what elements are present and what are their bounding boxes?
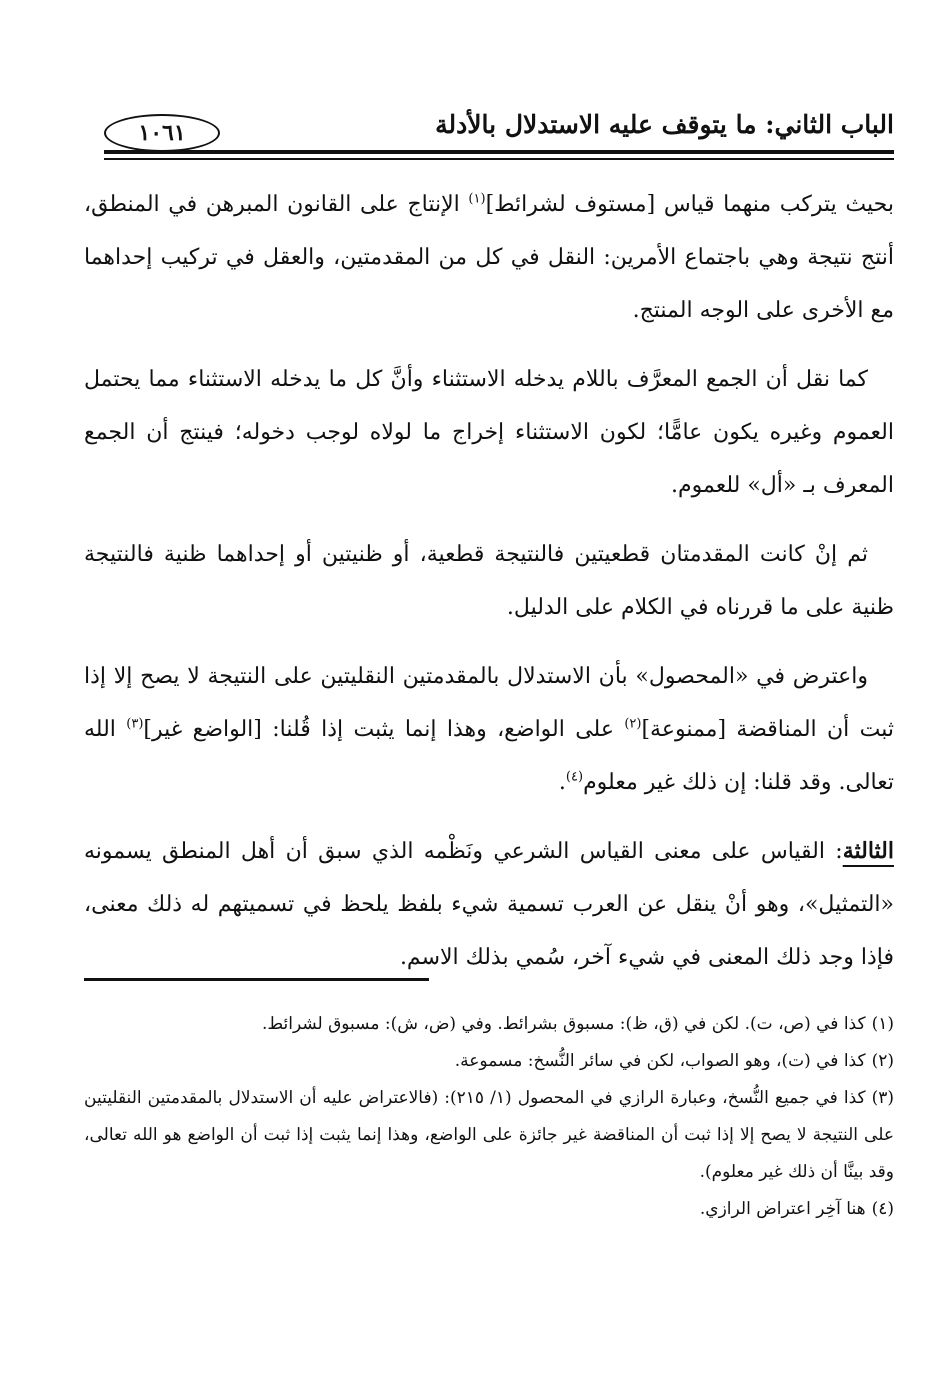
footnote-ref-1: (١) xyxy=(468,191,486,207)
paragraph-4-part-d: . xyxy=(558,770,566,795)
page-number: ١٠٦١ xyxy=(138,120,186,146)
footnote-separator xyxy=(84,978,429,981)
footnotes xyxy=(84,1006,894,1228)
footnote-number: (١) xyxy=(871,1014,894,1034)
footnote-number: (٢) xyxy=(871,1051,894,1071)
paragraph-4-part-b: على الواضع، وهذا إنما يثبت إذا قُلنا: [الواضع غير] xyxy=(143,717,625,742)
footnote-text: كذا في (ت)، وهو الصواب، لكن في سائر النُّسخ: مسموعة. xyxy=(454,1051,866,1071)
main-text xyxy=(84,178,894,1000)
footnote-ref-4: (٤) xyxy=(565,769,584,785)
footnote-4 xyxy=(84,1191,894,1228)
footnote-number: (٤) xyxy=(871,1199,894,1219)
footnote-text: هنا آخِر اعتراض الرازي. xyxy=(699,1199,866,1219)
paragraph-4-part-a: واعترض في «المحصول» بأن الاستدلال بالمقدمتين النقليتين على النتيجة لا يصح إلا إذا ثبت أن المناقضة [ممنوعة] xyxy=(84,664,894,742)
paragraph-1 xyxy=(84,178,894,337)
paragraph-4 xyxy=(84,650,894,809)
paragraph-1-part-a: بحيث يتركب منهما قياس [مستوف لشرائط] xyxy=(485,192,894,217)
section-term: الثالثة xyxy=(842,838,894,864)
footnote-ref-3: (٣) xyxy=(126,716,144,732)
footnote-3 xyxy=(84,1080,894,1191)
footnote-text: كذا في (ص، ت). لكن في (ق، ظ): مسبوق بشرائط. وفي (ض، ش): مسبوق لشرائط. xyxy=(261,1014,866,1034)
footnote-number: (٣) xyxy=(871,1088,895,1108)
paragraph-4-part-c: الله تعالى. وقد قلنا: إن ذلك غير معلوم xyxy=(84,717,894,795)
footnote-text: كذا في جميع النُّسخ، وعبارة الرازي في المحصول (١/ ٢١٥): (فالاعتراض عليه أن الاستدلال بالمقدمتين النقليتين على النتيجة لا يصح إلا إذا ثبت أن المناقضة غير جائزة على الواضع، وهذا إنما يثبت إذا ثبت أن الواضع هو الله تعالى، وقد بينَّا أن ذلك غير معلوم). xyxy=(84,1088,894,1182)
page-header xyxy=(84,108,894,148)
paragraph-1-part-b: الإنتاج على القانون المبرهن في المنطق، أنتج نتيجة وهي باجتماع الأمرين: النقل في كل من المقدمتين، والعقل في تركيب إحداهما مع الأخرى على الوجه المنتج. xyxy=(84,192,894,323)
page-number-oval xyxy=(104,114,220,152)
header-rule-thin xyxy=(104,158,894,160)
paragraph-3: ثم إنْ كانت المقدمتان قطعيتين فالنتيجة قطعية، أو ظنيتين أو إحداهما ظنية فالنتيجة ظنية على ما قررناه في الكلام على الدليل. xyxy=(84,542,894,620)
footnote-ref-2: (٢) xyxy=(624,716,642,732)
footnote-1 xyxy=(84,1006,894,1043)
paragraph-5-text: : القياس على معنى القياس الشرعي ونَظْمه الذي سبق أن أهل المنطق يسمونه «التمثيل»، وهو أنْ ينقل عن العرب تسمية شيء بلفظ يلحظ في تسميتهم له ذلك معنى، فإذا وجد ذلك المعنى في شيء آخر، سُمي بذلك الاسم. xyxy=(84,839,894,970)
footnote-2 xyxy=(84,1043,894,1080)
paragraph-2: كما نقل أن الجمع المعرَّف باللام يدخله الاستثناء وأنَّ كل ما يدخله الاستثناء مما يحتمل العموم وغيره يكون عامًّا؛ لكون الاستثناء إخراج ما لولاه لوجب دخوله؛ فينتج أن الجمع المعرف بـ «أل» للعموم. xyxy=(84,367,894,498)
paragraph-5 xyxy=(84,825,894,984)
header-rule-thick xyxy=(104,150,894,154)
running-title: الباب الثاني: ما يتوقف عليه الاستدلال بالأدلة xyxy=(435,110,894,139)
book-page xyxy=(84,0,894,1393)
